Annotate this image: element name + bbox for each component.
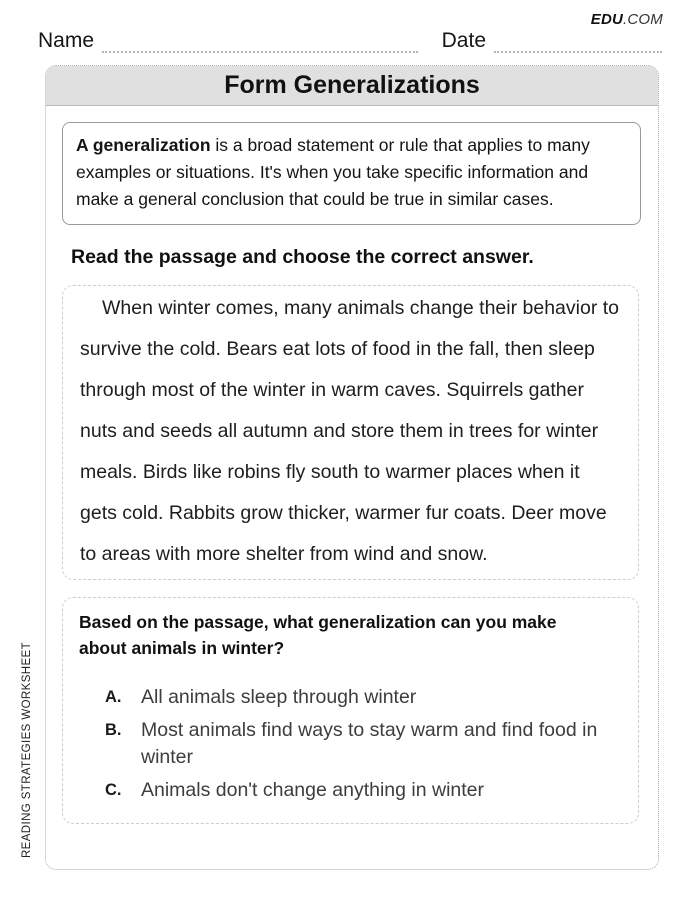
- definition-term: A generalization: [76, 135, 211, 155]
- option-text-a: All animals sleep through winter: [141, 686, 417, 708]
- question-text: Based on the passage, what generalization can you make about animals in winter?: [79, 612, 557, 658]
- edu-com-logo: [591, 11, 663, 28]
- option-text-c: Animals don't change anything in winter: [141, 779, 485, 801]
- passage-box: [62, 285, 639, 580]
- question-box: [62, 597, 639, 824]
- sidebar-vertical-label: READING STRATEGIES WORKSHEET: [21, 641, 33, 859]
- name-date-row: [38, 28, 662, 53]
- definition-box: [62, 122, 641, 225]
- name-label: Name: [38, 29, 95, 52]
- option-letter-b: B.: [105, 721, 122, 739]
- logo-bold-part: EDU: [590, 11, 624, 28]
- date-label: Date: [441, 29, 486, 52]
- answer-options: [105, 684, 622, 804]
- name-field-line[interactable]: [102, 29, 418, 53]
- logo-rest-part: .COM: [623, 11, 663, 28]
- worksheet-title: Form Generalizations: [46, 66, 658, 106]
- option-letter-c: C.: [105, 781, 122, 799]
- option-row-a[interactable]: [105, 684, 622, 711]
- instruction-heading: Read the passage and choose the correct answer.: [71, 246, 534, 268]
- definition-text: is a broad statement or rule that applies to many examples or situations. It's when you take specific information and make a general conclusion that could be true in similar cases.: [76, 135, 590, 209]
- option-row-c[interactable]: [105, 777, 622, 804]
- option-row-b[interactable]: [105, 717, 622, 771]
- worksheet-card: [45, 65, 659, 870]
- date-field-line[interactable]: [494, 29, 662, 53]
- passage-text: When winter comes, many animals change their behavior to survive the cold. Bears eat lots of food in the fall, then sleep through most of the winter in warm caves. Squirrels gather nuts and seeds all autumn and store them in trees for winter meals. Birds like robins fly south to warmer places when it gets cold. Rabbits grow thicker, warmer fur coats. Deer move to areas with more shelter from wind and snow.: [80, 297, 619, 565]
- option-letter-a: A.: [105, 688, 122, 706]
- option-text-b: Most animals find ways to stay warm and find food in winter: [141, 719, 598, 768]
